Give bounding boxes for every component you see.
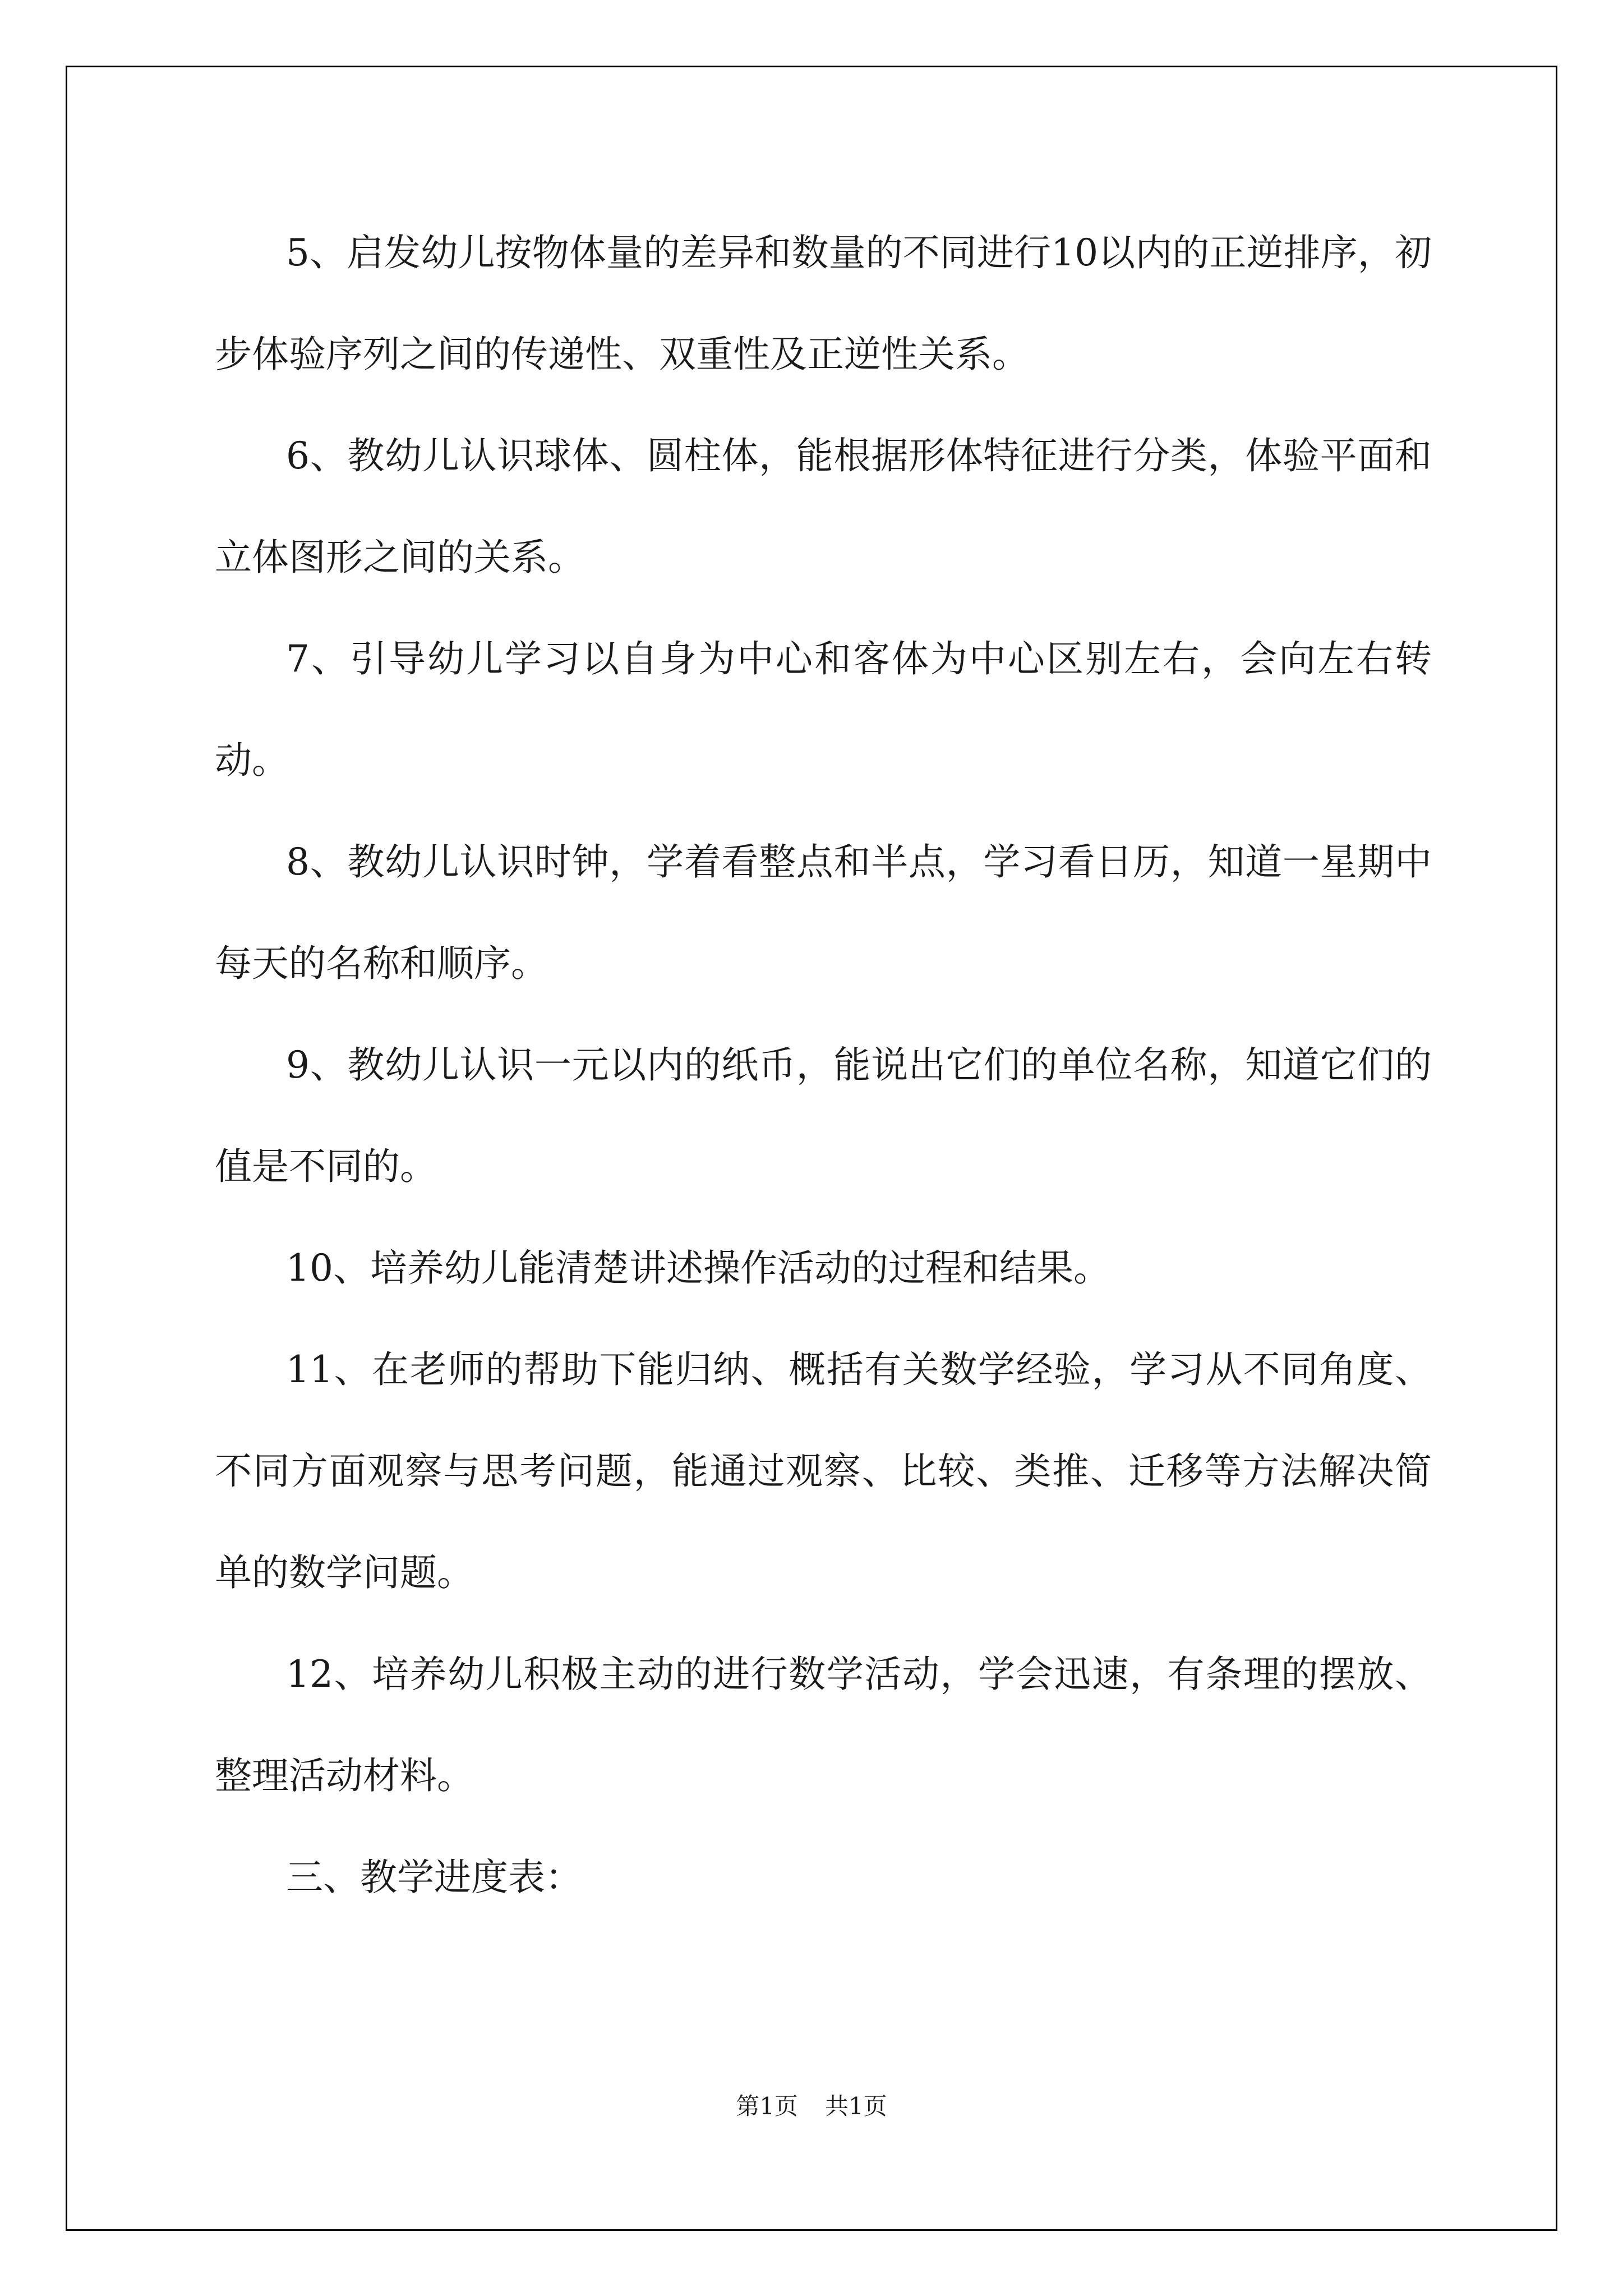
- paragraph-item-8: 8、教幼儿认识时钟，学着看整点和半点，学习看日历，知道一星期中每天的名称和顺序。: [215, 840, 1432, 985]
- paragraph-item-6: 6、教幼儿认识球体、圆柱体，能根据形体特征进行分类，体验平面和立体图形之间的关系。: [215, 434, 1432, 579]
- paragraph-item-10: 10、培养幼儿能清楚讲述操作活动的过程和结果。: [286, 1246, 1110, 1290]
- paragraph-item-5: 5、启发幼儿按物体量的差异和数量的不同进行10以内的正逆排序，初步体验序列之间的传递性、双重性及正逆性关系。: [215, 231, 1432, 376]
- paragraph-item-9: 9、教幼儿认识一元以内的纸币，能说出它们的单位名称，知道它们的值是不同的。: [215, 1043, 1432, 1188]
- page-total: 共1页: [825, 2092, 887, 2120]
- page-footer: [0, 2088, 1623, 2122]
- paragraph-item-11: 11、在老师的帮助下能归纳、概括有关数学经验，学习从不同角度、不同方面观察与思考问题，能通过观察、比较、类推、迁移等方法解决简单的数学问题。: [215, 1348, 1432, 1594]
- section-heading-schedule: 三、教学进度表：: [286, 1856, 582, 1899]
- paragraph-item-12: 12、培养幼儿积极主动的进行数学活动，学会迅速，有条理的摆放、整理活动材料。: [215, 1653, 1432, 1797]
- paragraph-item-7: 7、引导幼儿学习以自身为中心和客体为中心区别左右，会向左右转动。: [215, 637, 1432, 782]
- page-number: 第1页: [736, 2092, 798, 2120]
- document-body: [215, 202, 1432, 1928]
